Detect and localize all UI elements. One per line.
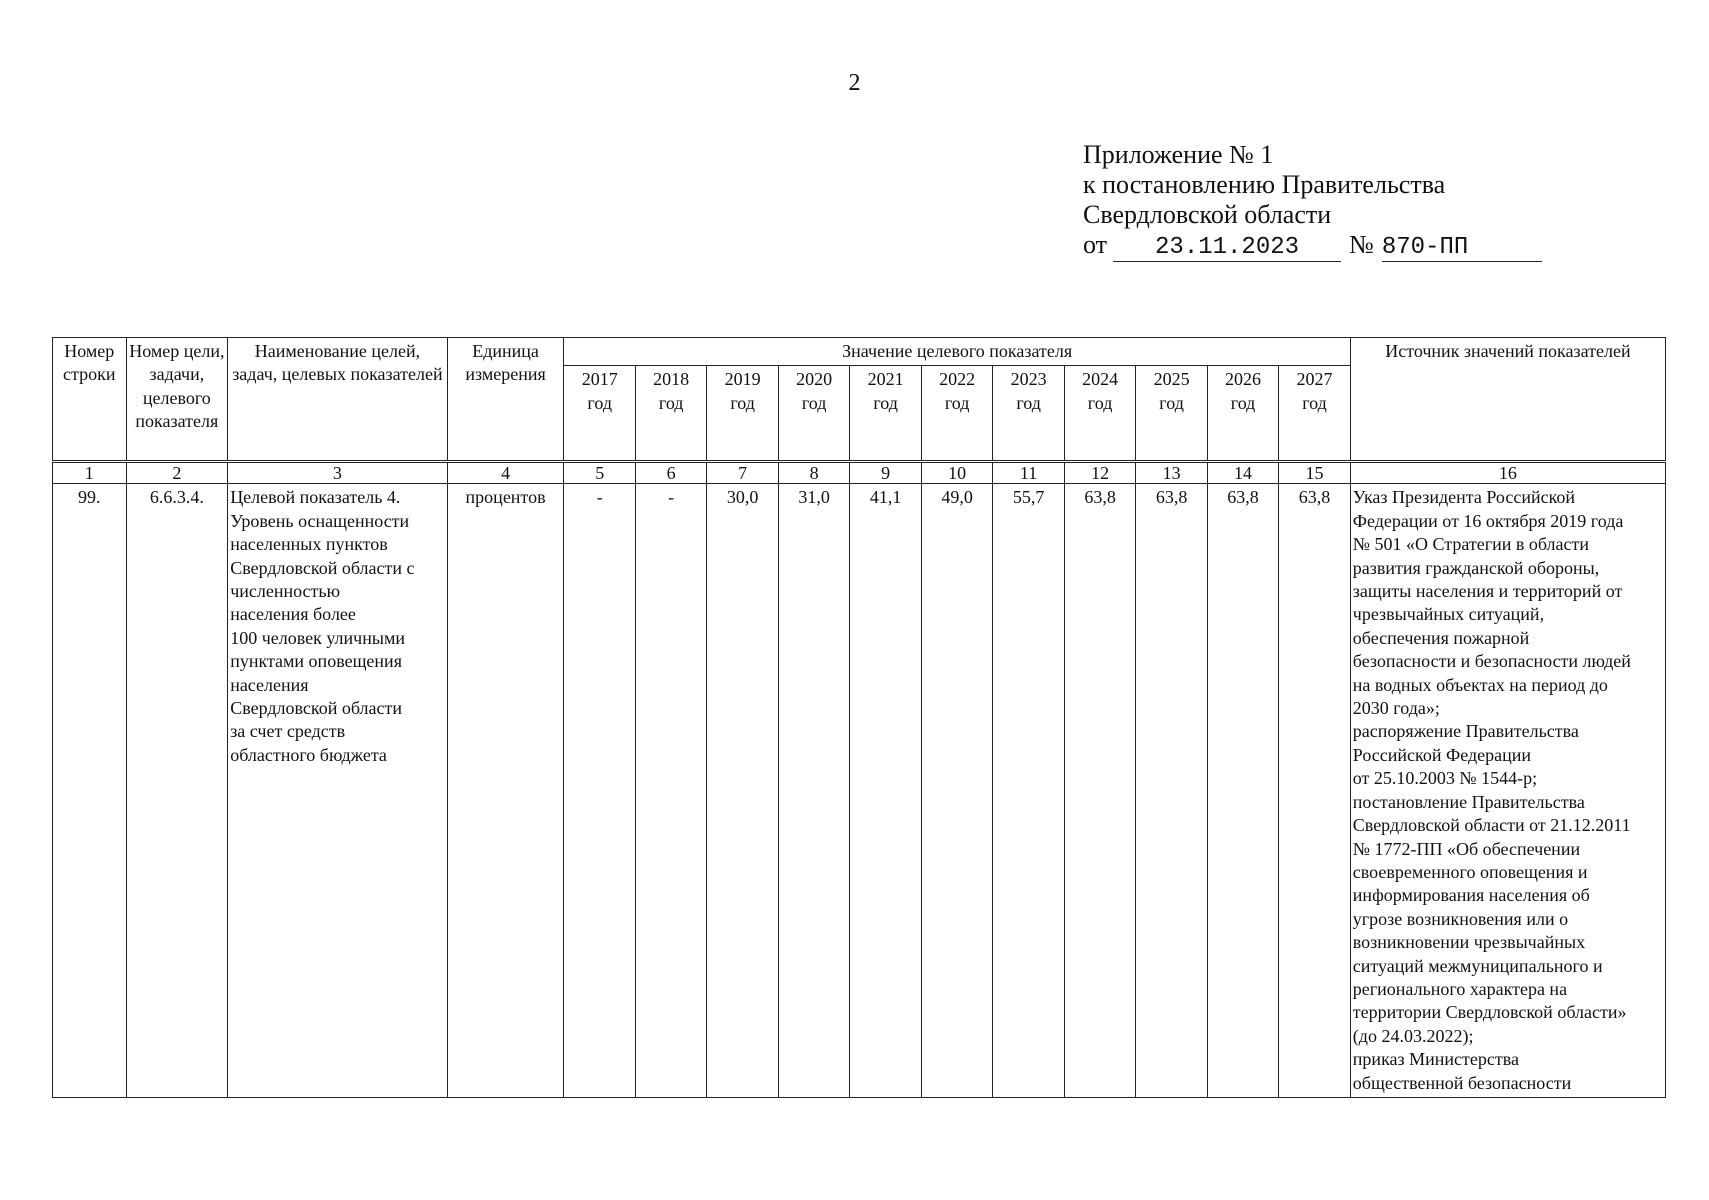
year-suffix: год (730, 392, 755, 413)
header-goal-number: Номер цели, задачи, целевого показателя (126, 338, 228, 462)
value-cell-2027: 63,8 (1279, 484, 1351, 1098)
year-suffix: год (873, 392, 898, 413)
column-number-cell: 14 (1207, 462, 1278, 484)
value-cell-2019: 30,0 (707, 484, 778, 1098)
column-number-cell: 3 (228, 462, 447, 484)
column-number-cell: 16 (1350, 462, 1665, 484)
year-label: 2020 (796, 369, 833, 390)
year-label: 2022 (939, 369, 976, 390)
column-number-cell: 9 (850, 462, 921, 484)
value-cell-2018: - (635, 484, 706, 1098)
value-cell-2025: 63,8 (1136, 484, 1207, 1098)
year-label: 2023 (1010, 369, 1047, 390)
year-suffix: год (1302, 392, 1327, 413)
header-year-2018 (635, 366, 706, 462)
column-number-cell: 13 (1136, 462, 1207, 484)
column-number-cell: 6 (635, 462, 706, 484)
year-label: 2017 (581, 369, 618, 390)
column-number-cell: 8 (778, 462, 849, 484)
date-prefix: от (1083, 230, 1108, 259)
number-prefix: № (1349, 230, 1374, 259)
header-unit: Единица измерения (447, 338, 564, 462)
header-year-2019 (707, 366, 778, 462)
column-number-cell: 5 (564, 462, 635, 484)
column-number-cell: 2 (126, 462, 228, 484)
number-value: 870-ПП (1382, 235, 1542, 262)
header-year-2026 (1207, 366, 1278, 462)
annex-block (1083, 140, 1542, 262)
year-label: 2027 (1296, 369, 1333, 390)
year-suffix: год (801, 392, 827, 413)
annex-line-1: Приложение № 1 (1083, 140, 1274, 169)
year-label: 2025 (1153, 369, 1190, 390)
value-cell-2021: 41,1 (850, 484, 921, 1098)
indicator-name-cell: Целевой показатель 4. Уровень оснащенности населенных пунктов Свердловской области с численностью населения более 100 человек уличными пунктами оповещения населения Свердловской области за счет средств областного бюджета (228, 484, 447, 1098)
value-cell-2024: 63,8 (1064, 484, 1135, 1098)
value-cell-2020: 31,0 (778, 484, 849, 1098)
year-suffix: год (1087, 392, 1113, 413)
column-number-cell: 11 (993, 462, 1064, 484)
year-suffix: год (1159, 392, 1184, 413)
header-year-2022 (921, 366, 992, 462)
value-cell-2022: 49,0 (921, 484, 992, 1098)
year-label: 2019 (724, 369, 761, 390)
header-year-2020 (778, 366, 849, 462)
annex-date-line (1083, 230, 1542, 262)
year-label: 2018 (653, 369, 690, 390)
header-row-number: Номер строки (53, 338, 127, 462)
column-number-cell: 7 (707, 462, 778, 484)
column-number-cell: 12 (1064, 462, 1135, 484)
indicator-table (52, 337, 1666, 1098)
header-row (53, 338, 1666, 366)
column-number-cell: 15 (1279, 462, 1351, 484)
page-number: 2 (848, 70, 861, 96)
year-suffix: год (944, 392, 970, 413)
header-source: Источник значений показателей (1350, 338, 1665, 462)
header-year-2017 (564, 366, 635, 462)
row-number-cell: 99. (53, 484, 127, 1098)
value-cell-2017: - (564, 484, 635, 1098)
value-cell-2026: 63,8 (1207, 484, 1278, 1098)
header-year-2024 (1064, 366, 1135, 462)
year-suffix: год (658, 392, 684, 413)
year-label: 2024 (1082, 369, 1119, 390)
header-name: Наименование целей, задач, целевых показателей (228, 338, 447, 462)
header-year-2025 (1136, 366, 1207, 462)
annex-line-3: Свердловской области (1083, 200, 1332, 229)
source-cell: Указ Президента Российской Федерации от 16 октября 2019 года № 501 «О Стратегии в области развития гражданской обороны, защиты населения и территорий от чрезвычайных ситуаций, обеспечения пожарной безопасности и безопасности людей на водных объектах на период до 2030 года»; распоряжение Правительства Российской Федерации от 25.10.2003 № 1544-р; постановление Правительства Свердловской области от 21.12.2011 № 1772-ПП «Об обеспечении своевременного оповещения и информирования населения об угрозе возникновения или о возникновении чрезвычайных ситуаций межмуниципального и регионального характера на территории Свердловской области» (до 24.03.2022); приказ Министерства общественной безопасности (1350, 484, 1665, 1098)
column-number-cell: 4 (447, 462, 564, 484)
year-suffix: год (1016, 392, 1041, 413)
value-cell-2023: 55,7 (993, 484, 1064, 1098)
header-year-2023 (993, 366, 1064, 462)
column-number-cell: 1 (53, 462, 127, 484)
year-suffix: год (1230, 392, 1256, 413)
unit-cell: процентов (447, 484, 564, 1098)
header-year-2021 (850, 366, 921, 462)
year-suffix: год (587, 392, 612, 413)
column-number-cell: 10 (921, 462, 992, 484)
header-year-2027 (1279, 366, 1351, 462)
year-label: 2026 (1225, 369, 1262, 390)
goal-number-cell: 6.6.3.4. (126, 484, 228, 1098)
date-value: 23.11.2023 (1113, 235, 1341, 262)
year-label: 2021 (867, 369, 904, 390)
annex-line-2: к постановлению Правительства (1083, 170, 1446, 199)
header-value-group: Значение целевого показателя (564, 338, 1350, 366)
column-number-row (53, 462, 1666, 484)
table-row (53, 484, 1666, 1098)
